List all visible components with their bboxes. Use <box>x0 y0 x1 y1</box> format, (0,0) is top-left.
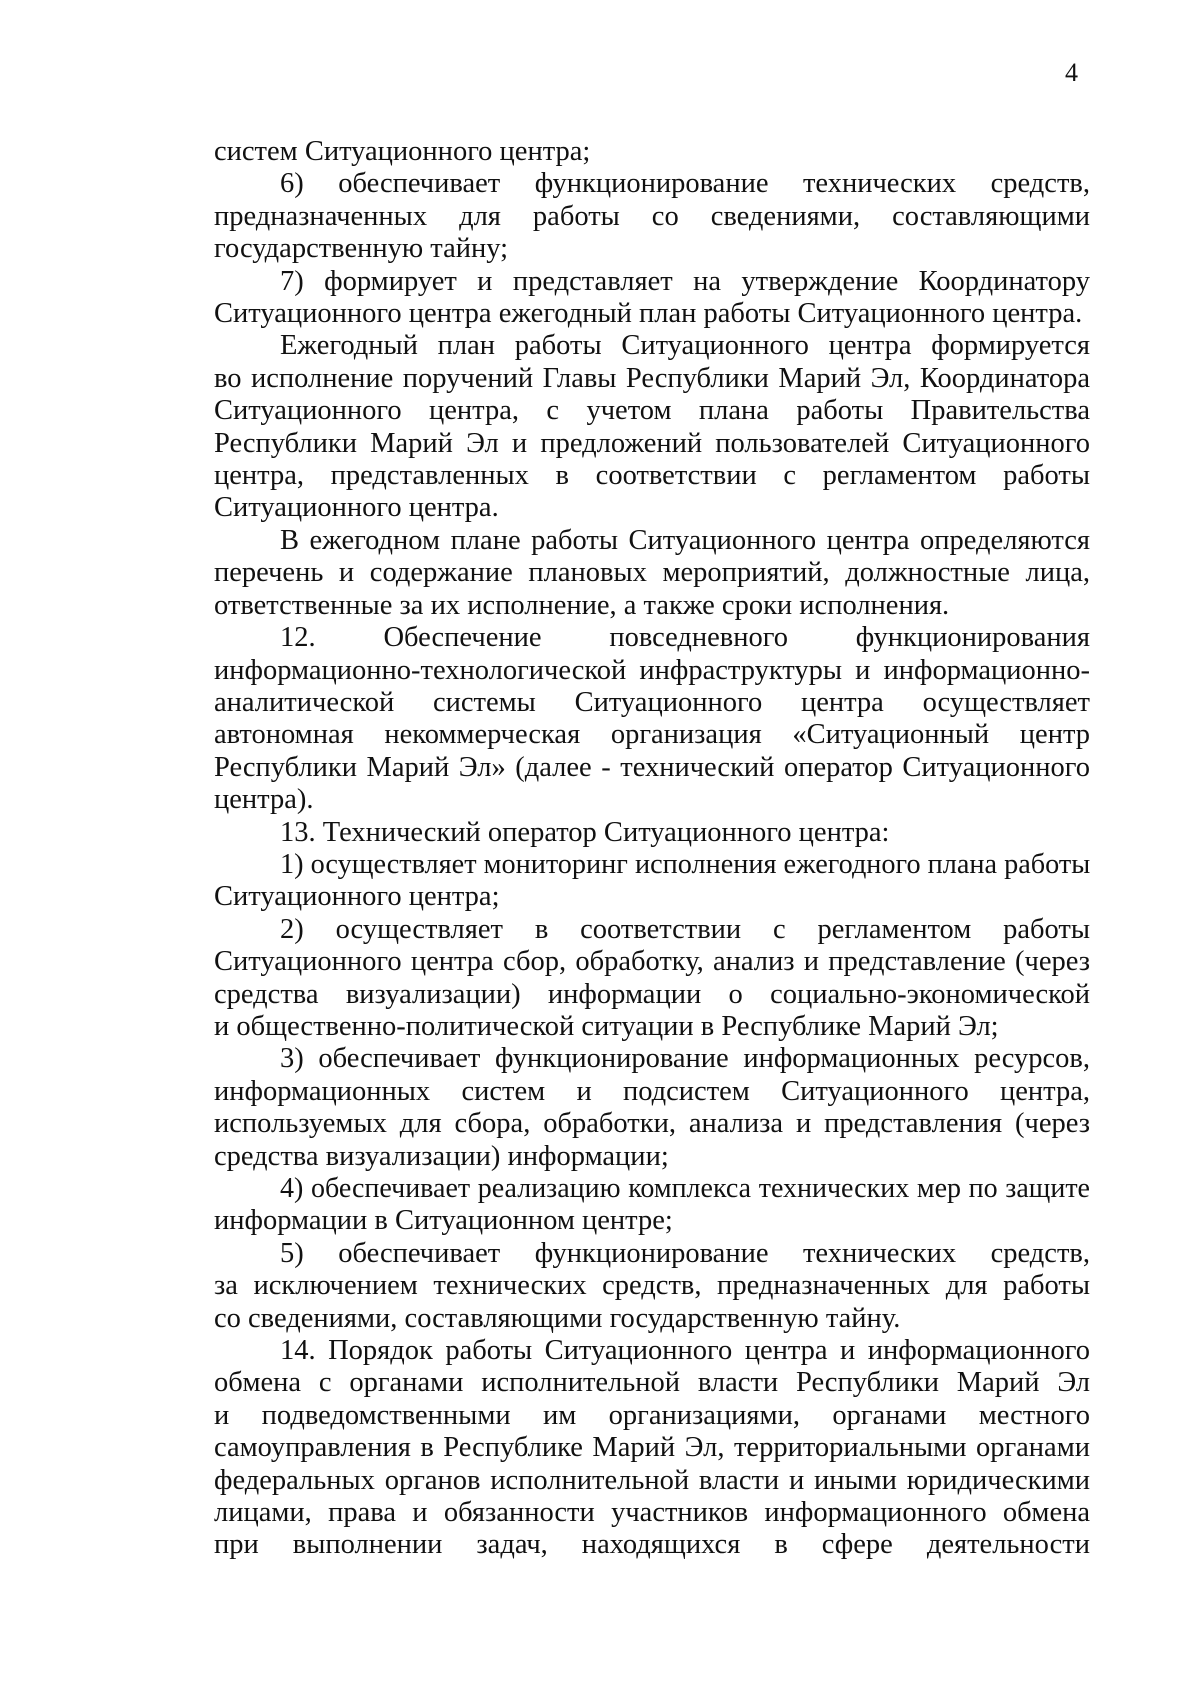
document-body <box>214 136 1090 1562</box>
text-line: 13. Технический оператор Ситуационного центра: <box>280 816 890 848</box>
page-number: 4 <box>1065 58 1078 87</box>
text-line: аналитической системы Ситуационного центра осуществляет <box>214 686 1090 718</box>
text-line: 1) осуществляет мониторинг исполнения ежегодного плана работы <box>280 848 1091 880</box>
text-line: систем Ситуационного центра; <box>214 136 591 167</box>
text-line: используемых для сбора, обработки, анализа и представления (через <box>214 1108 1090 1140</box>
text-line: Ежегодный план работы Ситуационного центра формируется <box>280 330 1090 362</box>
text-line: ответственные за их исполнение, а также сроки исполнения. <box>214 589 950 621</box>
text-line: Ситуационного центра сбор, обработку, анализ и представление (через <box>214 946 1090 978</box>
text-line: автономная некоммерческая организация «Ситуационный центр <box>214 719 1090 751</box>
text-line: информационно-технологической инфраструктуры и информационно- <box>214 654 1090 686</box>
text-line: за исключением технических средств, предназначенных для работы <box>214 1270 1090 1302</box>
text-line: 7) формирует и представляет на утверждение Координатору <box>280 265 1090 297</box>
text-line: 5) обеспечивает функционирование технических средств, <box>280 1237 1090 1269</box>
text-line: Ситуационного центра ежегодный план работы Ситуационного центра. <box>214 298 1083 330</box>
text-line: во исполнение поручений Главы Республики Марий Эл, Координатора <box>214 362 1090 394</box>
text-line: средства визуализации) информации о социально-экономической <box>214 978 1090 1010</box>
text-line: средства визуализации) информации; <box>214 1140 669 1172</box>
text-line: информационных систем и подсистем Ситуационного центра, <box>214 1075 1090 1107</box>
text-line: и общественно-политической ситуации в Республике Марий Эл; <box>214 1010 999 1042</box>
text-line: 6) обеспечивает функционирование технических средств, <box>280 168 1090 200</box>
text-line: центра). <box>214 784 314 816</box>
text-line: со сведениями, составляющими государственную тайну. <box>214 1302 901 1334</box>
text-line: и подведомственными им организациями, органами местного <box>214 1399 1090 1431</box>
text-line: Республики Марий Эл» (далее - технический оператор Ситуационного <box>214 751 1090 783</box>
text-line: обмена с органами исполнительной власти Республики Марий Эл <box>214 1367 1090 1399</box>
text-line: Ситуационного центра. <box>214 492 499 524</box>
text-line: лицами, права и обязанности участников информационного обмена <box>214 1497 1090 1529</box>
text-line: 14. Порядок работы Ситуационного центра и информационного <box>280 1335 1090 1367</box>
text-line: предназначенных для работы со сведениями, составляющими <box>214 200 1090 232</box>
text-line: перечень и содержание плановых мероприятий, должностные лица, <box>214 557 1090 589</box>
text-line: федеральных органов исполнительной власти и иными юридическими <box>214 1464 1090 1496</box>
text-line: при выполнении задач, находящихся в сфере деятельности <box>214 1529 1090 1561</box>
text-line: информации в Ситуационном центре; <box>214 1205 673 1237</box>
text-line: Республики Марий Эл и предложений пользователей Ситуационного <box>214 427 1090 459</box>
text-line: 4) обеспечивает реализацию комплекса технических мер по защите <box>280 1173 1090 1204</box>
text-line: самоуправления в Республике Марий Эл, территориальными органами <box>214 1432 1090 1464</box>
text-line: В ежегодном плане работы Ситуационного центра определяются <box>280 524 1090 556</box>
text-line: государственную тайну; <box>214 233 509 265</box>
text-line: Ситуационного центра, с учетом плана работы Правительства <box>214 395 1090 427</box>
text-line: центра, представленных в соответствии с регламентом работы <box>214 460 1090 492</box>
text-line: 12. Обеспечение повседневного функционирования <box>280 622 1090 654</box>
text-line: 3) обеспечивает функционирование информационных ресурсов, <box>280 1043 1090 1075</box>
text-line: 2) осуществляет в соответствии с регламентом работы <box>280 913 1090 945</box>
text-line: Ситуационного центра; <box>214 881 500 913</box>
